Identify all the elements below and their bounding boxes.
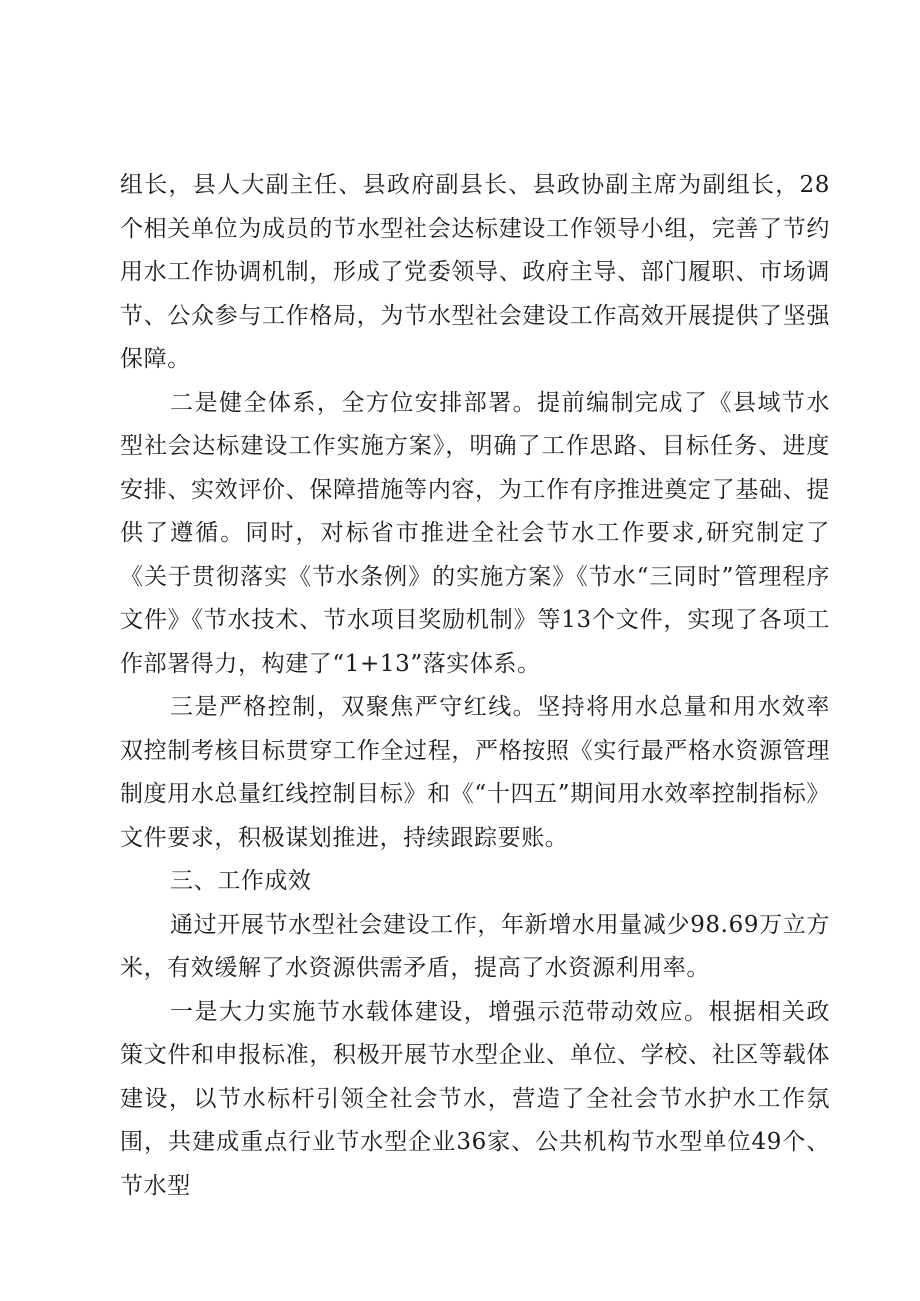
paragraph-leadership-group: 组长，县人大副主任、县政府副县长、县政协副主席为副组长，28个相关单位为成员的节水型社会达标建设工作领导小组，完善了节约用水工作协调机制，形成了党委领导、政府主导、部门履职、市场调节、公众参与工作格局，为节水型社会建设工作高效开展提供了坚强保障。	[120, 172, 830, 372]
paragraph-carrier-construction: 一是大力实施节水载体建设，增强示范带动效应。根据相关政策文件和申报标准，积极开展节水型企业、单位、学校、社区等载体建设，以节水标杆引领全社会节水，营造了全社会节水护水工作氛围，共建成重点行业节水型企业36家、公共机构节水型单位49个、节水型	[120, 998, 830, 1199]
section-heading-results: 三、工作成效	[170, 868, 312, 894]
paragraph-results-summary: 通过开展节水型社会建设工作，年新增水用量减少98.69万立方米，有效缓解了水资源供需矛盾，提高了水资源利用率。	[120, 911, 830, 981]
paragraph-strict-control: 三是严格控制，双聚焦严守红线。坚持将用水总量和用水效率双控制考核目标贯穿工作全过程，严格按照《实行最严格水资源管理制度用水总量红线控制目标》和《“十四五”期间用水效率控制指标》文件要求，积极谋划推进，持续跟踪要账。	[120, 694, 830, 851]
document-body	[120, 164, 830, 1208]
paragraph-system-building: 二是健全体系，全方位安排部署。提前编制完成了《县域节水型社会达标建设工作实施方案》，明确了工作思路、目标任务、进度安排、实效评价、保障措施等内容，为工作有序推进奠定了基础、提供了遵循。同时，对标省市推进全社会节水工作要求,研究制定了《关于贯彻落实《节水条例》的实施方案》《节水“三同时”管理程序文件》《节水技术、节水项目奖励机制》等13个文件，实现了各项工作部署得力，构建了“1+13”落实体系。	[120, 389, 830, 677]
